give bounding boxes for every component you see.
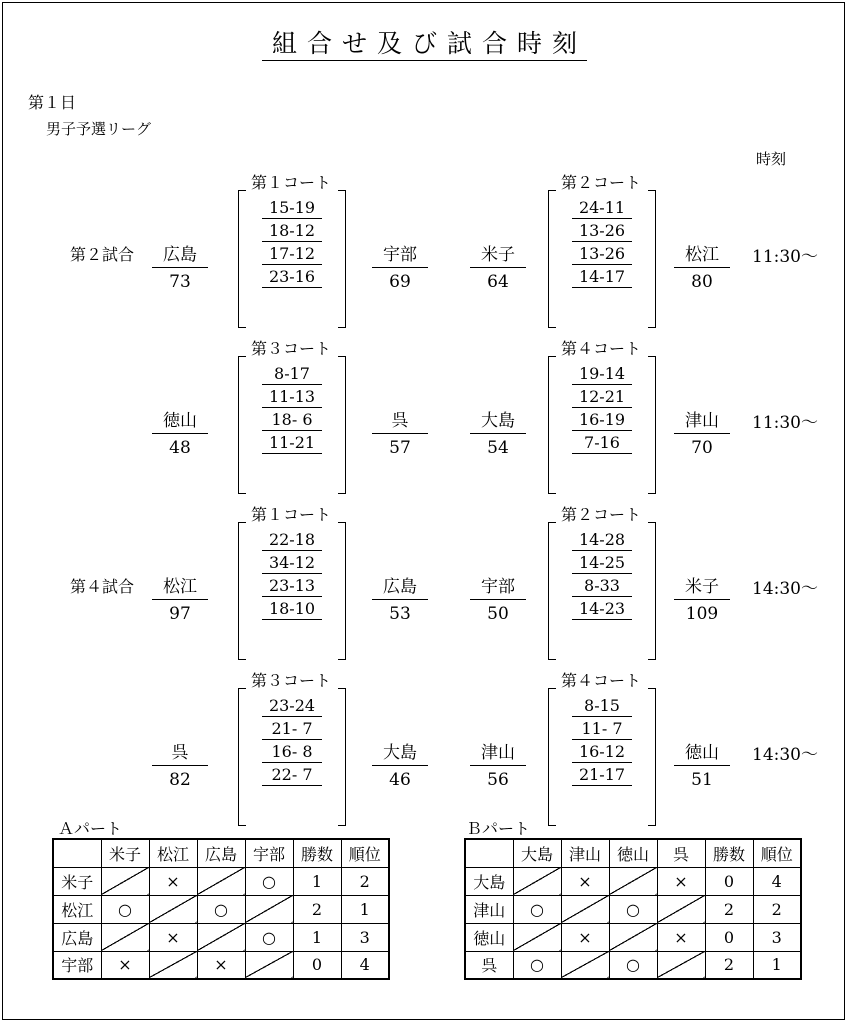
table-row <box>465 923 801 951</box>
court-label: 第３コート <box>250 671 331 690</box>
team-name: 津山 <box>674 406 730 434</box>
team-block <box>372 738 428 790</box>
table-row <box>53 951 389 979</box>
bracket-left <box>548 688 556 826</box>
day-label: 第１日 <box>28 93 77 112</box>
set-score: 14-28 <box>572 528 632 551</box>
set-score: 8-17 <box>262 362 322 385</box>
row-team-cell: 大島 <box>465 867 513 895</box>
bracket-right <box>338 190 346 328</box>
court-label: 第３コート <box>250 339 331 358</box>
header-cell: 津山 <box>561 839 609 867</box>
bracket-left <box>238 688 246 826</box>
team-block <box>674 406 730 458</box>
team-score: 109 <box>685 604 719 624</box>
set-scores <box>262 362 322 454</box>
part-b-table <box>464 838 802 980</box>
diagonal-cell <box>657 895 705 923</box>
team-name: 呉 <box>372 406 428 434</box>
set-score-bracket <box>548 688 656 826</box>
team-score: 57 <box>389 438 411 458</box>
result-cell: ○ <box>101 895 149 923</box>
set-score: 14-25 <box>572 551 632 574</box>
bracket-left <box>548 190 556 328</box>
team-name: 松江 <box>152 572 208 600</box>
team-name: 津山 <box>470 738 526 766</box>
team-name: 徳山 <box>152 406 208 434</box>
team-name: 広島 <box>372 572 428 600</box>
result-cell: 4 <box>753 867 801 895</box>
diagonal-cell <box>245 951 293 979</box>
team-block <box>152 240 208 292</box>
diagonal-cell <box>149 895 197 923</box>
team-score: 97 <box>169 604 191 624</box>
set-score: 15-19 <box>262 196 322 219</box>
result-cell: × <box>197 951 245 979</box>
table-row <box>53 895 389 923</box>
team-name: 松江 <box>674 240 730 268</box>
team-score: 46 <box>389 770 411 790</box>
set-score: 23-24 <box>262 694 322 717</box>
bracket-right <box>648 190 656 328</box>
bracket-right <box>338 522 346 660</box>
team-block <box>372 572 428 624</box>
team-block <box>152 572 208 624</box>
set-score: 21-17 <box>572 763 632 786</box>
diagonal-cell <box>513 923 561 951</box>
set-score: 24-11 <box>572 196 632 219</box>
bracket-left <box>548 356 556 494</box>
result-cell: 0 <box>705 867 753 895</box>
bracket-right <box>338 356 346 494</box>
diagonal-cell <box>561 951 609 979</box>
result-cell: × <box>657 867 705 895</box>
diagonal-cell <box>609 867 657 895</box>
set-score: 11-21 <box>262 431 322 454</box>
match-time: 14:30～ <box>752 745 818 765</box>
team-block <box>470 406 526 458</box>
result-cell: 0 <box>293 951 341 979</box>
table-header-row <box>465 839 801 867</box>
result-cell: × <box>561 867 609 895</box>
bracket-right <box>648 356 656 494</box>
set-score: 14-17 <box>572 265 632 288</box>
set-score: 14-23 <box>572 597 632 620</box>
team-block <box>674 240 730 292</box>
set-score: 8-15 <box>572 694 632 717</box>
result-cell: 1 <box>753 951 801 979</box>
team-block <box>470 240 526 292</box>
result-cell: 4 <box>341 951 389 979</box>
team-score: 51 <box>691 770 713 790</box>
result-cell: × <box>657 923 705 951</box>
result-cell: ○ <box>609 895 657 923</box>
set-score-bracket <box>238 688 346 826</box>
bracket-left <box>238 356 246 494</box>
diagonal-cell <box>101 867 149 895</box>
set-score: 11-13 <box>262 385 322 408</box>
team-score: 64 <box>487 272 509 292</box>
result-cell: ○ <box>609 951 657 979</box>
court-label: 第１コート <box>250 173 331 192</box>
set-score: 18-12 <box>262 219 322 242</box>
team-name: 徳山 <box>674 738 730 766</box>
result-cell: × <box>561 923 609 951</box>
result-cell: 2 <box>753 895 801 923</box>
row-team-cell: 津山 <box>465 895 513 923</box>
table-row <box>465 895 801 923</box>
diagonal-cell <box>101 923 149 951</box>
set-score-bracket <box>548 522 656 660</box>
result-cell: ○ <box>513 951 561 979</box>
set-score: 13-26 <box>572 219 632 242</box>
set-score-bracket <box>548 190 656 328</box>
diagonal-cell <box>197 923 245 951</box>
court-label: 第４コート <box>560 671 641 690</box>
header-cell: 米子 <box>101 839 149 867</box>
set-score: 16- 8 <box>262 740 322 763</box>
set-score: 22- 7 <box>262 763 322 786</box>
team-score: 48 <box>169 438 191 458</box>
set-score: 19-14 <box>572 362 632 385</box>
team-score: 80 <box>691 272 713 292</box>
header-cell <box>53 839 101 867</box>
match-label: 第２試合 <box>70 245 135 264</box>
court-label: 第２コート <box>560 505 641 524</box>
set-score: 11- 7 <box>572 717 632 740</box>
header-cell: 順位 <box>753 839 801 867</box>
header-cell: 順位 <box>341 839 389 867</box>
set-score: 22-18 <box>262 528 322 551</box>
header-cell: 勝数 <box>705 839 753 867</box>
set-score: 7-16 <box>572 431 632 454</box>
set-score: 17-12 <box>262 242 322 265</box>
team-score: 50 <box>487 604 509 624</box>
table-row <box>53 867 389 895</box>
team-score: 54 <box>487 438 509 458</box>
table-row <box>53 923 389 951</box>
team-name: 宇部 <box>470 572 526 600</box>
row-team-cell: 呉 <box>465 951 513 979</box>
result-cell: ○ <box>197 895 245 923</box>
match-time: 11:30～ <box>752 247 818 267</box>
team-block <box>470 572 526 624</box>
result-cell: 3 <box>753 923 801 951</box>
team-block <box>470 738 526 790</box>
section-label: 男子予選リーグ <box>46 120 152 138</box>
set-score: 13-26 <box>572 242 632 265</box>
match-time: 11:30～ <box>752 413 818 433</box>
set-score-bracket <box>238 522 346 660</box>
part-b-label: Ｂパート <box>466 819 531 838</box>
team-name: 呉 <box>152 738 208 766</box>
bracket-left <box>238 190 246 328</box>
team-score: 82 <box>169 770 191 790</box>
match-label: 第４試合 <box>70 577 135 596</box>
header-cell: 大島 <box>513 839 561 867</box>
set-score: 12-21 <box>572 385 632 408</box>
result-cell: ○ <box>245 923 293 951</box>
page-title: 組合せ及び試合時刻 <box>0 24 849 60</box>
result-cell: × <box>149 923 197 951</box>
set-scores <box>262 694 322 786</box>
table-header-row <box>53 839 389 867</box>
court-label: 第２コート <box>560 173 641 192</box>
part-a-label: Ａパート <box>58 819 123 838</box>
set-score: 21- 7 <box>262 717 322 740</box>
result-cell: × <box>149 867 197 895</box>
match-time: 14:30～ <box>752 579 818 599</box>
court-label: 第４コート <box>560 339 641 358</box>
part-a-table <box>52 838 390 980</box>
team-name: 大島 <box>470 406 526 434</box>
team-block <box>372 240 428 292</box>
bracket-right <box>648 522 656 660</box>
team-name: 米子 <box>470 240 526 268</box>
row-team-cell: 米子 <box>53 867 101 895</box>
diagonal-cell <box>657 951 705 979</box>
set-score: 34-12 <box>262 551 322 574</box>
row-team-cell: 宇部 <box>53 951 101 979</box>
team-name: 宇部 <box>372 240 428 268</box>
set-score: 18-10 <box>262 597 322 620</box>
result-cell: 2 <box>341 867 389 895</box>
team-block <box>674 572 730 624</box>
set-scores <box>572 694 632 786</box>
team-block <box>372 406 428 458</box>
set-scores <box>262 528 322 620</box>
table-row <box>465 867 801 895</box>
set-score: 23-16 <box>262 265 322 288</box>
table-row <box>465 951 801 979</box>
set-scores <box>262 196 322 288</box>
set-score: 16-19 <box>572 408 632 431</box>
row-team-cell: 広島 <box>53 923 101 951</box>
set-score: 18- 6 <box>262 408 322 431</box>
set-score-bracket <box>548 356 656 494</box>
team-score: 70 <box>691 438 713 458</box>
team-name: 大島 <box>372 738 428 766</box>
result-cell: 2 <box>705 951 753 979</box>
header-cell: 勝数 <box>293 839 341 867</box>
time-header: 時刻 <box>756 150 787 168</box>
header-cell: 松江 <box>149 839 197 867</box>
set-score: 16-12 <box>572 740 632 763</box>
result-cell: ○ <box>513 895 561 923</box>
team-block <box>152 738 208 790</box>
result-cell: 3 <box>341 923 389 951</box>
bracket-right <box>338 688 346 826</box>
set-score: 8-33 <box>572 574 632 597</box>
set-score-bracket <box>238 356 346 494</box>
team-name: 広島 <box>152 240 208 268</box>
team-name: 米子 <box>674 572 730 600</box>
result-cell: ○ <box>245 867 293 895</box>
bracket-left <box>548 522 556 660</box>
row-team-cell: 徳山 <box>465 923 513 951</box>
set-score: 23-13 <box>262 574 322 597</box>
result-cell: 2 <box>705 895 753 923</box>
diagonal-cell <box>609 923 657 951</box>
set-scores <box>572 362 632 454</box>
set-scores <box>572 196 632 288</box>
diagonal-cell <box>561 895 609 923</box>
header-cell <box>465 839 513 867</box>
diagonal-cell <box>513 867 561 895</box>
set-score-bracket <box>238 190 346 328</box>
bracket-right <box>648 688 656 826</box>
header-cell: 広島 <box>197 839 245 867</box>
header-cell: 徳山 <box>609 839 657 867</box>
result-cell: 1 <box>293 867 341 895</box>
result-cell: 0 <box>705 923 753 951</box>
bracket-left <box>238 522 246 660</box>
set-scores <box>572 528 632 620</box>
result-cell: 1 <box>293 923 341 951</box>
team-block <box>152 406 208 458</box>
row-team-cell: 松江 <box>53 895 101 923</box>
court-label: 第１コート <box>250 505 331 524</box>
team-score: 69 <box>389 272 411 292</box>
diagonal-cell <box>149 951 197 979</box>
team-score: 56 <box>487 770 509 790</box>
result-cell: × <box>101 951 149 979</box>
team-score: 53 <box>389 604 411 624</box>
diagonal-cell <box>197 867 245 895</box>
team-score: 73 <box>169 272 191 292</box>
result-cell: 2 <box>293 895 341 923</box>
header-cell: 宇部 <box>245 839 293 867</box>
diagonal-cell <box>245 895 293 923</box>
result-cell: 1 <box>341 895 389 923</box>
header-cell: 呉 <box>657 839 705 867</box>
team-block <box>674 738 730 790</box>
